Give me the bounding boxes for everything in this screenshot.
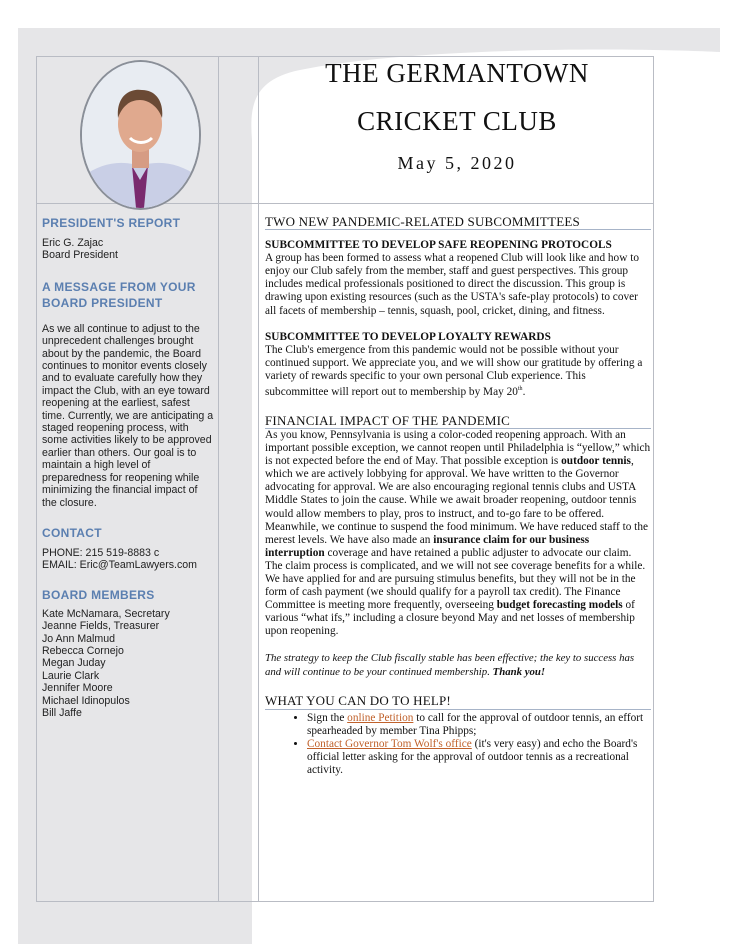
- title-line-1: THE GERMANTOWN: [325, 58, 589, 88]
- main-content: [265, 215, 651, 777]
- loyalty-rewards-body: [265, 344, 651, 399]
- board-member: Jo Ann Malmud: [42, 632, 116, 645]
- subcommittees-heading: TWO NEW PANDEMIC-RELATED SUBCOMMITTEES: [265, 215, 651, 230]
- strategy-statement: [265, 652, 651, 679]
- help-item-text: Sign the: [307, 711, 348, 724]
- contact-phone: PHONE: 215 519-8883 c: [42, 546, 160, 559]
- newsletter-date: May 5, 2020: [397, 153, 517, 173]
- portrait-illustration: [82, 62, 199, 208]
- column-divider-left: [218, 56, 219, 902]
- help-item-text: to call for the approval of outdoor tennis, an effort spearheaded by member Tina Phipps;: [307, 711, 644, 737]
- budget-forecasting-emphasis: budget forecasting models: [496, 599, 623, 612]
- board-member: Laurie Clark: [42, 669, 100, 682]
- board-member: Jeanne Fields, Treasurer: [42, 620, 160, 633]
- financial-text-1: As you know, Pennsylvania is using a color-coded reopening approach. With an important possible exception, we cannot reopen until Philadelphia is “yellow,” which is not expected before the end of May. That possible exception is: [265, 428, 651, 468]
- board-member: Kate McNamara, Secretary: [42, 607, 170, 620]
- board-member: Michael Idinopulos: [42, 694, 130, 707]
- loyalty-body-text: The Club's emergence from this pandemic would not be possible without your continued support. We appreciate you, and we will show our gratitude by offering a variety of rewards specific to your own personal Club experience. This subcommittee will report out to membership by May 20: [265, 343, 643, 398]
- help-item-governor: [307, 738, 651, 777]
- loyalty-rewards-heading: SUBCOMMITTEE TO DEVELOP LOYALTY REWARDS: [265, 330, 551, 343]
- contact-governor-link[interactable]: Contact Governor Tom Wolf's office: [307, 737, 472, 750]
- financial-heading: FINANCIAL IMPACT OF THE PANDEMIC: [265, 414, 651, 429]
- safe-reopening-body: A group has been formed to assess what a reopened Club will look like and how to enjoy our Club safely from the member, staff and guest perspectives. This group includes medical professionals positioned to direct the discussion. This group is drawing upon existing resources (such as the USTA's safe-play protocols) to cover all facets of membership – tennis, squash, pool, cricket, dining, and fitness.: [265, 252, 639, 317]
- help-heading: WHAT YOU CAN DO TO HELP!: [265, 694, 651, 709]
- message-body: As we all continue to adjust to the unprecedent challenges brought about by the pandemic, the Board continues to monitor events closely and to evaluate carefully how they impact the Club, with an eye toward reopening at the earliest, safest time. Currently, we are anticipating a staged reopening process, with some activities likely to be approved earlier than others. Our goal is to maintain a high level of preparedness for reopening while minimizing the financial impact of the closure.: [42, 322, 214, 509]
- help-item-text: (it's very easy) and echo the Board's official letter asking for the approval of outdoor tennis as a recreational activity.: [307, 737, 638, 776]
- board-member: Jennifer Moore: [42, 682, 113, 695]
- board-member: Rebecca Cornejo: [42, 644, 124, 657]
- financial-text-3: coverage and have retained a public adjuster to advocate our claim. The claim process is complicated, and we will not see coverage benefits for a while. We have applied for and are pursuing stimulus benefits, but they will not be in the form of cash payment (we should qualify for a payroll tax credit). The Finance Committee is meeting more frequently, overseeing: [265, 546, 646, 612]
- board-members-heading: BOARD MEMBERS: [42, 587, 155, 602]
- financial-text-2: , which we are actively lobbying for approval. We have written to the Governor advocating for approval. We are also encouraging regional tennis clubs and USTA Middle States to join the cause. While we await broader reopening, outdoor tennis would allow members to play, pros to instruct, and to-go fare to be offered. Meanwhile, we continue to suspend the food minimum. We have reduced staff to the merest levels. We have also made an: [265, 455, 648, 546]
- president-photo: [80, 60, 201, 210]
- ordinal-suffix: th: [517, 386, 523, 393]
- contact-heading: CONTACT: [42, 525, 102, 540]
- board-member: Megan Juday: [42, 657, 106, 670]
- help-item-petition: [307, 712, 651, 738]
- safe-reopening-heading: SUBCOMMITTEE TO DEVELOP SAFE REOPENING PROTOCOLS: [265, 239, 612, 252]
- loyalty-body-end: .: [522, 385, 526, 398]
- left-sidebar: [42, 215, 214, 719]
- message-heading-line-1: A MESSAGE FROM YOUR: [42, 279, 196, 294]
- strategy-text: The strategy to keep the Club fiscally stable has been effective; the key to success has and will continue to be your continued membership.: [265, 652, 635, 678]
- president-name: Eric G. Zajac: [42, 237, 104, 249]
- online-petition-link[interactable]: online Petition: [347, 711, 414, 724]
- financial-text-4: of various “what ifs,” including a closure beyond May and net losses of membership upon reopening.: [265, 599, 635, 638]
- outdoor-tennis-emphasis: outdoor tennis: [561, 455, 631, 468]
- contact-email[interactable]: EMAIL: Eric@TeamLawyers.com: [42, 559, 197, 572]
- title-line-2: CRICKET CLUB: [357, 106, 557, 136]
- thank-you: Thank you!: [492, 665, 546, 678]
- financial-body: [265, 429, 651, 639]
- board-members-list: [42, 608, 214, 720]
- message-heading-line-2: BOARD PRESIDENT: [42, 295, 163, 310]
- help-list: [265, 712, 651, 777]
- president-role: Board President: [42, 249, 118, 262]
- column-divider-right: [258, 56, 259, 902]
- insurance-claim-emphasis: insurance claim for our business interruption: [265, 533, 590, 559]
- presidents-report-heading: PRESIDENT'S REPORT: [42, 216, 181, 230]
- board-member: Bill Jaffe: [42, 706, 82, 719]
